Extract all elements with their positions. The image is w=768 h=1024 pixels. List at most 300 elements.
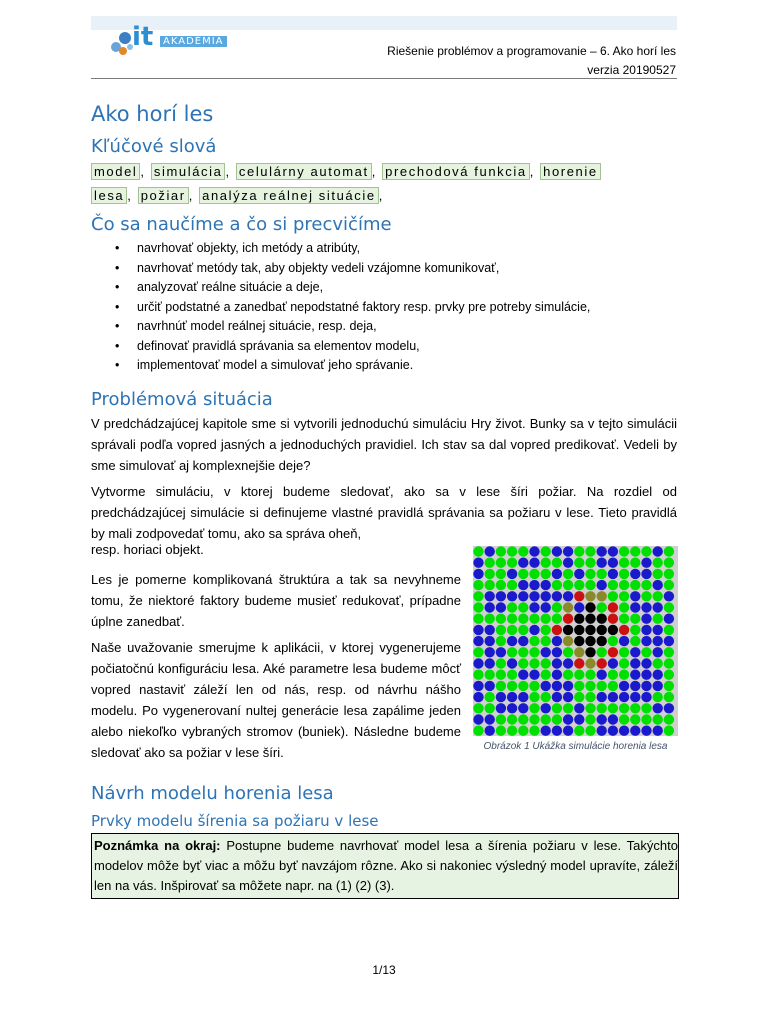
grid-cell: [608, 647, 618, 657]
grid-cell: [608, 681, 618, 691]
grid-cell: [507, 692, 517, 702]
grid-cell: [496, 692, 506, 702]
grid-cell: [574, 569, 584, 579]
grid-cell: [641, 726, 651, 736]
grid-cell: [597, 714, 607, 724]
grid-cell: [507, 546, 517, 556]
grid-cell: [664, 670, 674, 680]
grid-cell: [608, 546, 618, 556]
grid-cell: [608, 692, 618, 702]
grid-cell: [619, 714, 629, 724]
grid-cell: [541, 647, 551, 657]
list-item: • analyzovať reálne situácie a deje,: [137, 278, 697, 298]
grid-cell: [541, 614, 551, 624]
keywords-list: model , simulácia , celulárny automat , prechodová funkcia , horenie lesa , požiar , analýza reálnej situácie ,: [91, 160, 681, 208]
grid-cell: [541, 602, 551, 612]
grid-cell: [485, 625, 495, 635]
grid-cell: [563, 569, 573, 579]
grid-cell: [563, 625, 573, 635]
grid-cell: [619, 602, 629, 612]
grid-cell: [485, 580, 495, 590]
keyword: celulárny automat: [236, 163, 372, 180]
grid-cell: [541, 726, 551, 736]
grid-cell: [518, 726, 528, 736]
grid-cell: [585, 692, 595, 702]
grid-cell: [485, 658, 495, 668]
grid-cell: [574, 692, 584, 702]
grid-cell: [552, 558, 562, 568]
grid-cell: [518, 602, 528, 612]
grid-cell: [552, 580, 562, 590]
keyword: požiar: [138, 187, 189, 204]
grid-cell: [574, 647, 584, 657]
grid-cell: [473, 636, 483, 646]
keyword: horenie: [540, 163, 601, 180]
figure-caption: Obrázok 1 Ukážka simulácie horenia lesa: [483, 741, 668, 752]
grid-cell: [552, 692, 562, 702]
grid-cell: [641, 546, 651, 556]
grid-cell: [597, 726, 607, 736]
grid-cell: [485, 636, 495, 646]
grid-cell: [529, 714, 539, 724]
grid-cell: [641, 591, 651, 601]
goals-list: [91, 239, 697, 376]
grid-cell: [608, 614, 618, 624]
grid-cell: [541, 580, 551, 590]
grid-cell: [641, 703, 651, 713]
keyword: model: [91, 163, 140, 180]
grid-cell: [496, 569, 506, 579]
grid-cell: [664, 636, 674, 646]
grid-cell: [608, 591, 618, 601]
grid-cell: [653, 614, 663, 624]
grid-cell: [552, 625, 562, 635]
grid-cell: [518, 591, 528, 601]
grid-cell: [585, 591, 595, 601]
grid-cell: [630, 726, 640, 736]
design-heading: Návrh modelu horenia lesa: [91, 783, 334, 804]
grid-cell: [641, 636, 651, 646]
grid-cell: [496, 658, 506, 668]
keywords-heading: Kľúčové slová: [91, 136, 217, 157]
grid-cell: [496, 636, 506, 646]
grid-cell: [664, 625, 674, 635]
grid-cell: [529, 546, 539, 556]
grid-cell: [485, 647, 495, 657]
grid-cell: [630, 681, 640, 691]
grid-cell: [585, 602, 595, 612]
grid-cell: [529, 580, 539, 590]
grid-cell: [496, 580, 506, 590]
grid-cell: [541, 591, 551, 601]
grid-cell: [630, 636, 640, 646]
problem-heading: Problémová situácia: [91, 389, 273, 410]
grid-cell: [518, 558, 528, 568]
grid-cell: [619, 580, 629, 590]
grid-cell: [552, 602, 562, 612]
grid-cell: [529, 703, 539, 713]
grid-cell: [597, 703, 607, 713]
grid-cell: [507, 580, 517, 590]
grid-cell: [496, 625, 506, 635]
grid-cell: [563, 670, 573, 680]
grid-cell: [507, 714, 517, 724]
grid-cell: [664, 703, 674, 713]
goals-heading: Čo sa naučíme a čo si precvičíme: [91, 214, 392, 235]
grid-cell: [630, 658, 640, 668]
keyword: analýza reálnej situácie: [199, 187, 379, 204]
grid-cell: [664, 580, 674, 590]
grid-cell: [585, 703, 595, 713]
grid-cell: [507, 670, 517, 680]
grid-cell: [574, 703, 584, 713]
grid-cell: [641, 670, 651, 680]
grid-cell: [485, 558, 495, 568]
grid-cell: [529, 591, 539, 601]
grid-cell: [529, 681, 539, 691]
grid-cell: [485, 602, 495, 612]
grid-cell: [496, 558, 506, 568]
grid-cell: [563, 658, 573, 668]
grid-cell: [664, 546, 674, 556]
grid-cell: [641, 602, 651, 612]
grid-cell: [608, 703, 618, 713]
forest-simulation-image: [473, 546, 678, 736]
grid-cell: [529, 692, 539, 702]
grid-cell: [630, 546, 640, 556]
grid-cell: [485, 670, 495, 680]
grid-cell: [585, 614, 595, 624]
grid-cell: [619, 726, 629, 736]
paragraph: Naše uvažovanie smerujme k aplikácii, v ktorej vygenerujeme počiatočnú konfiguráciu lesa. Aké parametre lesa budeme môcť vopred nastaviť záleží len od nás, resp. od návrhu nášho modelu. Po vygenerovaní nultej generácie lesa zapálime jeden alebo niekoľko vybraných stromov (buniek). Následne budeme sledovať ako sa požiar v lese šíri.: [91, 640, 461, 760]
grid-cell: [563, 692, 573, 702]
grid-cell: [496, 602, 506, 612]
grid-cell: [518, 670, 528, 680]
grid-cell: [630, 714, 640, 724]
grid-cell: [664, 569, 674, 579]
grid-cell: [630, 647, 640, 657]
grid-cell: [552, 569, 562, 579]
grid-cell: [653, 658, 663, 668]
grid-cell: [585, 580, 595, 590]
grid-cell: [608, 726, 618, 736]
grid-cell: [653, 681, 663, 691]
grid-cell: [641, 647, 651, 657]
header-info: [387, 42, 676, 80]
grid-cell: [619, 658, 629, 668]
grid-cell: [496, 714, 506, 724]
grid-cell: [485, 703, 495, 713]
keyword: lesa: [91, 187, 127, 204]
grid-cell: [597, 647, 607, 657]
grid-cell: [574, 625, 584, 635]
grid-cell: [473, 602, 483, 612]
grid-cell: [664, 714, 674, 724]
grid-cell: [507, 681, 517, 691]
grid-cell: [473, 625, 483, 635]
grid-cell: [518, 658, 528, 668]
grid-cell: [608, 580, 618, 590]
grid-cell: [630, 602, 640, 612]
grid-cell: [597, 569, 607, 579]
grid-cell: [574, 726, 584, 736]
grid-cell: [585, 636, 595, 646]
grid-cell: [507, 591, 517, 601]
grid-cell: [585, 546, 595, 556]
grid-cell: [630, 625, 640, 635]
note-label: Poznámka na okraj:: [94, 838, 221, 853]
grid-cell: [608, 602, 618, 612]
grid-cell: [653, 670, 663, 680]
grid-cell: [619, 647, 629, 657]
grid-cell: [574, 714, 584, 724]
grid-cell: [563, 681, 573, 691]
grid-cell: [563, 614, 573, 624]
grid-cell: [541, 636, 551, 646]
grid-cell: [619, 692, 629, 702]
grid-cell: [585, 681, 595, 691]
grid-cell: [563, 546, 573, 556]
paragraph: Vytvorme simuláciu, v ktorej budeme sledovať, ako sa v lese šíri požiar. Na rozdiel od predchádzajúcej simulácie si definujeme vlastné pravidlá správania sa požiaru v lese. Tieto pravidlá by mali zodpovedať tomu, ako sa správa oheň,: [91, 484, 677, 541]
grid-cell: [473, 647, 483, 657]
grid-cell: [473, 546, 483, 556]
grid-cell: [552, 670, 562, 680]
grid-cell: [653, 703, 663, 713]
grid-cell: [574, 546, 584, 556]
grid-cell: [473, 580, 483, 590]
grid-cell: [473, 692, 483, 702]
grid-cell: [496, 614, 506, 624]
grid-cell: [619, 591, 629, 601]
grid-cell: [597, 602, 607, 612]
grid-cell: [552, 714, 562, 724]
grid-cell: [619, 670, 629, 680]
grid-cell: [473, 670, 483, 680]
grid-cell: [518, 625, 528, 635]
paragraph: Les je pomerne komplikovaná štruktúra a tak sa nevyhneme tomu, že niektoré faktory budeme musieť redukovať, prípadne úplne zanedbať.: [91, 572, 461, 629]
list-item: • určiť podstatné a zanedbať nepodstatné faktory resp. prvky pre potreby simulácie,: [137, 298, 697, 318]
grid-cell: [507, 636, 517, 646]
grid-cell: [619, 546, 629, 556]
grid-cell: [664, 591, 674, 601]
grid-cell: [653, 546, 663, 556]
grid-cell: [574, 670, 584, 680]
grid-cell: [597, 670, 607, 680]
grid-cell: [563, 591, 573, 601]
grid-cell: [608, 636, 618, 646]
keyword: prechodová funkcia: [382, 163, 530, 180]
sub-heading: Prvky modelu šírenia sa požiaru v lese: [91, 812, 379, 830]
grid-cell: [529, 625, 539, 635]
grid-cell: [574, 658, 584, 668]
grid-cell: [630, 670, 640, 680]
grid-cell: [552, 681, 562, 691]
grid-cell: [518, 546, 528, 556]
grid-cell: [529, 670, 539, 680]
grid-cell: [473, 703, 483, 713]
grid-cell: [574, 636, 584, 646]
grid-cell: [641, 558, 651, 568]
grid-cell: [597, 636, 607, 646]
grid-cell: [653, 726, 663, 736]
grid-cell: [574, 681, 584, 691]
grid-cell: [585, 714, 595, 724]
grid-cell: [653, 580, 663, 590]
grid-cell: [608, 714, 618, 724]
grid-cell: [619, 636, 629, 646]
grid-cell: [518, 614, 528, 624]
grid-cell: [496, 647, 506, 657]
grid-cell: [529, 569, 539, 579]
grid-cell: [608, 558, 618, 568]
grid-cell: [507, 726, 517, 736]
grid-cell: [552, 726, 562, 736]
grid-cell: [563, 558, 573, 568]
grid-cell: [507, 703, 517, 713]
grid-cell: [664, 602, 674, 612]
list-item: • navrhovať metódy tak, aby objekty vedeli vzájomne komunikovať,: [137, 259, 697, 279]
grid-cell: [507, 647, 517, 657]
grid-cell: [597, 681, 607, 691]
grid-cell: [597, 692, 607, 702]
grid-cell: [563, 602, 573, 612]
grid-cell: [653, 692, 663, 702]
grid-cell: [552, 546, 562, 556]
grid-cell: [518, 569, 528, 579]
grid-cell: [485, 692, 495, 702]
grid-cell: [507, 625, 517, 635]
grid-cell: [597, 558, 607, 568]
grid-cell: [529, 636, 539, 646]
grid-cell: [664, 726, 674, 736]
grid-cell: [473, 614, 483, 624]
grid-cell: [630, 692, 640, 702]
grid-cell: [641, 569, 651, 579]
grid-cell: [552, 703, 562, 713]
grid-cell: [541, 714, 551, 724]
grid-cell: [563, 714, 573, 724]
grid-cell: [641, 692, 651, 702]
grid-cell: [552, 614, 562, 624]
grid-cell: [541, 703, 551, 713]
grid-cell: [653, 647, 663, 657]
grid-cell: [552, 658, 562, 668]
grid-cell: [496, 726, 506, 736]
grid-cell: [496, 591, 506, 601]
grid-cell: [664, 658, 674, 668]
grid-cell: [619, 558, 629, 568]
grid-cell: [473, 681, 483, 691]
grid-cell: [485, 726, 495, 736]
grid-cell: [619, 614, 629, 624]
grid-cell: [541, 692, 551, 702]
header-line2: verzia 20190527: [587, 63, 676, 77]
grid-cell: [664, 614, 674, 624]
grid-cell: [630, 703, 640, 713]
grid-cell: [485, 714, 495, 724]
grid-cell: [619, 703, 629, 713]
grid-cell: [485, 569, 495, 579]
grid-cell: [563, 636, 573, 646]
grid-cell: [574, 558, 584, 568]
grid-cell: [485, 614, 495, 624]
note-text: Postupne budeme navrhovať model lesa a šírenia požiaru v lese. Takýchto modelov môže byť viac a môžu byť navzájom rôzne. Ako si nakoniec výsledný model upravíte, záleží len na vás. Inšpirovať sa môžete napr. na (1) (2) (3).: [94, 838, 678, 893]
grid-cell: [653, 558, 663, 568]
grid-cell: [585, 558, 595, 568]
grid-cell: [630, 591, 640, 601]
grid-cell: [529, 647, 539, 657]
grid-cell: [574, 602, 584, 612]
grid-cell: [653, 591, 663, 601]
grid-cell: [485, 591, 495, 601]
grid-cell: [664, 692, 674, 702]
grid-cell: [597, 614, 607, 624]
paragraph: resp. horiaci objekt.: [91, 542, 204, 557]
grid-cell: [473, 726, 483, 736]
grid-cell: [518, 681, 528, 691]
grid-cell: [597, 591, 607, 601]
grid-cell: [507, 569, 517, 579]
grid-cell: [653, 602, 663, 612]
grid-cell: [585, 726, 595, 736]
forest-grid: [473, 546, 678, 736]
grid-cell: [529, 658, 539, 668]
logo-text: it: [132, 22, 154, 52]
grid-cell: [473, 658, 483, 668]
grid-cell: [563, 647, 573, 657]
grid-cell: [563, 580, 573, 590]
logo-subtitle: AKADÉMIA: [160, 36, 227, 47]
grid-cell: [641, 580, 651, 590]
grid-cell: [597, 658, 607, 668]
grid-cell: [608, 625, 618, 635]
grid-cell: [518, 703, 528, 713]
grid-cell: [641, 714, 651, 724]
header-divider: [91, 78, 677, 79]
grid-cell: [664, 681, 674, 691]
grid-cell: [518, 692, 528, 702]
grid-cell: [507, 558, 517, 568]
grid-cell: [641, 658, 651, 668]
grid-cell: [507, 614, 517, 624]
grid-cell: [585, 569, 595, 579]
grid-cell: [641, 625, 651, 635]
grid-cell: [485, 546, 495, 556]
grid-cell: [541, 558, 551, 568]
grid-cell: [518, 636, 528, 646]
grid-cell: [608, 658, 618, 668]
grid-cell: [518, 647, 528, 657]
grid-cell: [653, 625, 663, 635]
grid-cell: [518, 714, 528, 724]
grid-cell: [473, 558, 483, 568]
grid-cell: [541, 681, 551, 691]
grid-cell: [641, 614, 651, 624]
grid-cell: [496, 703, 506, 713]
list-item: • navrhovať objekty, ich metódy a atribúty,: [137, 239, 697, 259]
grid-cell: [619, 625, 629, 635]
list-item: • implementovať model a simulovať jeho správanie.: [137, 356, 697, 376]
grid-cell: [630, 614, 640, 624]
grid-cell: [653, 636, 663, 646]
grid-cell: [473, 591, 483, 601]
grid-cell: [473, 569, 483, 579]
grid-cell: [597, 625, 607, 635]
grid-cell: [619, 681, 629, 691]
grid-cell: [653, 714, 663, 724]
grid-cell: [641, 681, 651, 691]
list-item: • definovať pravidlá správania sa elementov modelu,: [137, 337, 697, 357]
